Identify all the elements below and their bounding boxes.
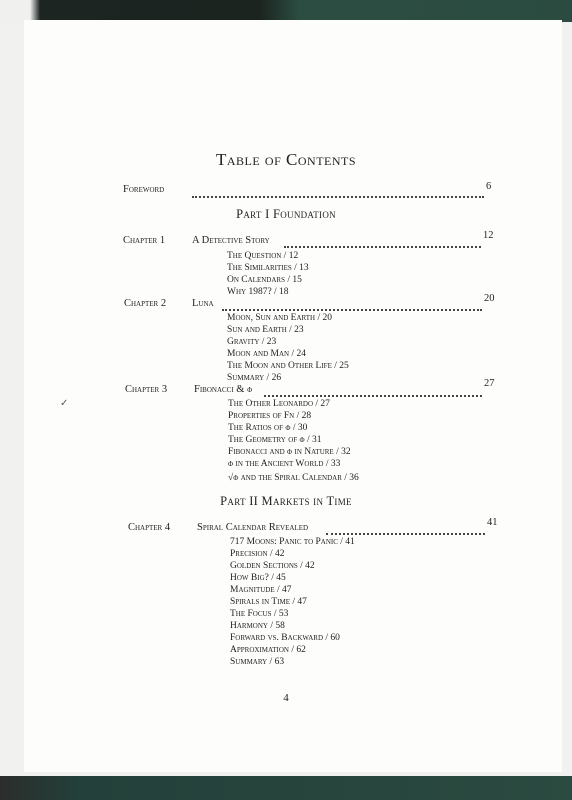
chapter-2-section-3: Gravity / 23 xyxy=(227,337,277,347)
chapter-2-section-1: Moon, Sun and Earth / 20 xyxy=(227,313,332,323)
chapter-1-label: Chapter 1 xyxy=(123,235,166,246)
chapter-3-label: Chapter 3 xyxy=(125,384,168,395)
chapter-3-section-3: The Ratios of φ / 30 xyxy=(228,423,308,433)
margin-mark: ✓ xyxy=(60,398,69,409)
chapter-3-title: Fibonacci & φ xyxy=(194,384,253,395)
chapter-3-section-1: The Other Leonardo / 27 xyxy=(228,399,330,409)
chapter-4-section-1: 717 Moons: Panic to Panic / 41 xyxy=(230,537,355,547)
chapter-4-section-11: Summary / 63 xyxy=(230,657,285,667)
chapter-2-page: 20 xyxy=(484,293,495,304)
top-binding-edge xyxy=(0,0,572,22)
chapter-1-title: A Detective Story xyxy=(192,235,270,246)
foreword-page: 6 xyxy=(486,181,492,192)
chapter-2-section-6: Summary / 26 xyxy=(227,373,282,383)
part-2-heading: Part II Markets in Time xyxy=(220,494,352,508)
chapter-4-label: Chapter 4 xyxy=(128,522,171,533)
chapter-4-section-3: Golden Sections / 42 xyxy=(230,561,315,571)
chapter-2-title: Luna xyxy=(192,298,214,309)
chapter-4-section-10: Approximation / 62 xyxy=(230,645,306,655)
foreword-label: Foreword xyxy=(123,184,165,195)
chapter-3-section-6: φ in the Ancient World / 33 xyxy=(228,459,341,469)
chapter-4-section-7: The Focus / 53 xyxy=(230,609,289,619)
chapter-3-page: 27 xyxy=(484,378,495,389)
page-title: Table of Contents xyxy=(215,150,357,169)
chapter-3-leader-dots xyxy=(264,385,482,397)
chapter-4-section-5: Magnitude / 47 xyxy=(230,585,292,595)
bottom-binding-edge xyxy=(0,776,572,800)
chapter-1-section-3: On Calendars / 15 xyxy=(227,275,302,285)
chapter-4-title: Spiral Calendar Revealed xyxy=(197,522,309,533)
chapter-1-section-2: The Similarities / 13 xyxy=(227,263,309,273)
foreword-leader-dots xyxy=(192,186,484,198)
chapter-1-section-4: Why 1987? / 18 xyxy=(227,287,289,297)
chapter-2-section-4: Moon and Man / 24 xyxy=(227,349,306,359)
chapter-4-section-4: How Big? / 45 xyxy=(230,573,286,583)
chapter-4-section-6: Spirals in Time / 47 xyxy=(230,597,307,607)
chapter-4-page: 41 xyxy=(487,517,498,528)
chapter-1-section-1: The Question / 12 xyxy=(227,251,299,261)
chapter-1-page: 12 xyxy=(483,230,494,241)
page-number: 4 xyxy=(283,692,289,704)
chapter-4-leader-dots xyxy=(326,523,485,535)
chapter-3-section-5: Fibonacci and φ in Nature / 32 xyxy=(228,447,351,457)
chapter-1-leader-dots xyxy=(284,236,481,248)
chapter-4-section-2: Precision / 42 xyxy=(230,549,285,559)
chapter-2-section-5: The Moon and Other Life / 25 xyxy=(227,361,349,371)
part-1-heading: Part I Foundation xyxy=(236,207,336,221)
chapter-3-section-4: The Geometry of φ / 31 xyxy=(228,435,322,445)
chapter-4-section-8: Harmony / 58 xyxy=(230,621,285,631)
chapter-3-section-7: √φ and the Spiral Calendar / 36 xyxy=(228,473,359,483)
chapter-4-section-9: Forward vs. Backward / 60 xyxy=(230,633,340,643)
chapter-3-section-2: Properties of Fn / 28 xyxy=(228,411,312,421)
chapter-2-leader-dots xyxy=(222,299,482,311)
chapter-2-section-2: Sun and Earth / 23 xyxy=(227,325,304,335)
chapter-2-label: Chapter 2 xyxy=(124,298,167,309)
